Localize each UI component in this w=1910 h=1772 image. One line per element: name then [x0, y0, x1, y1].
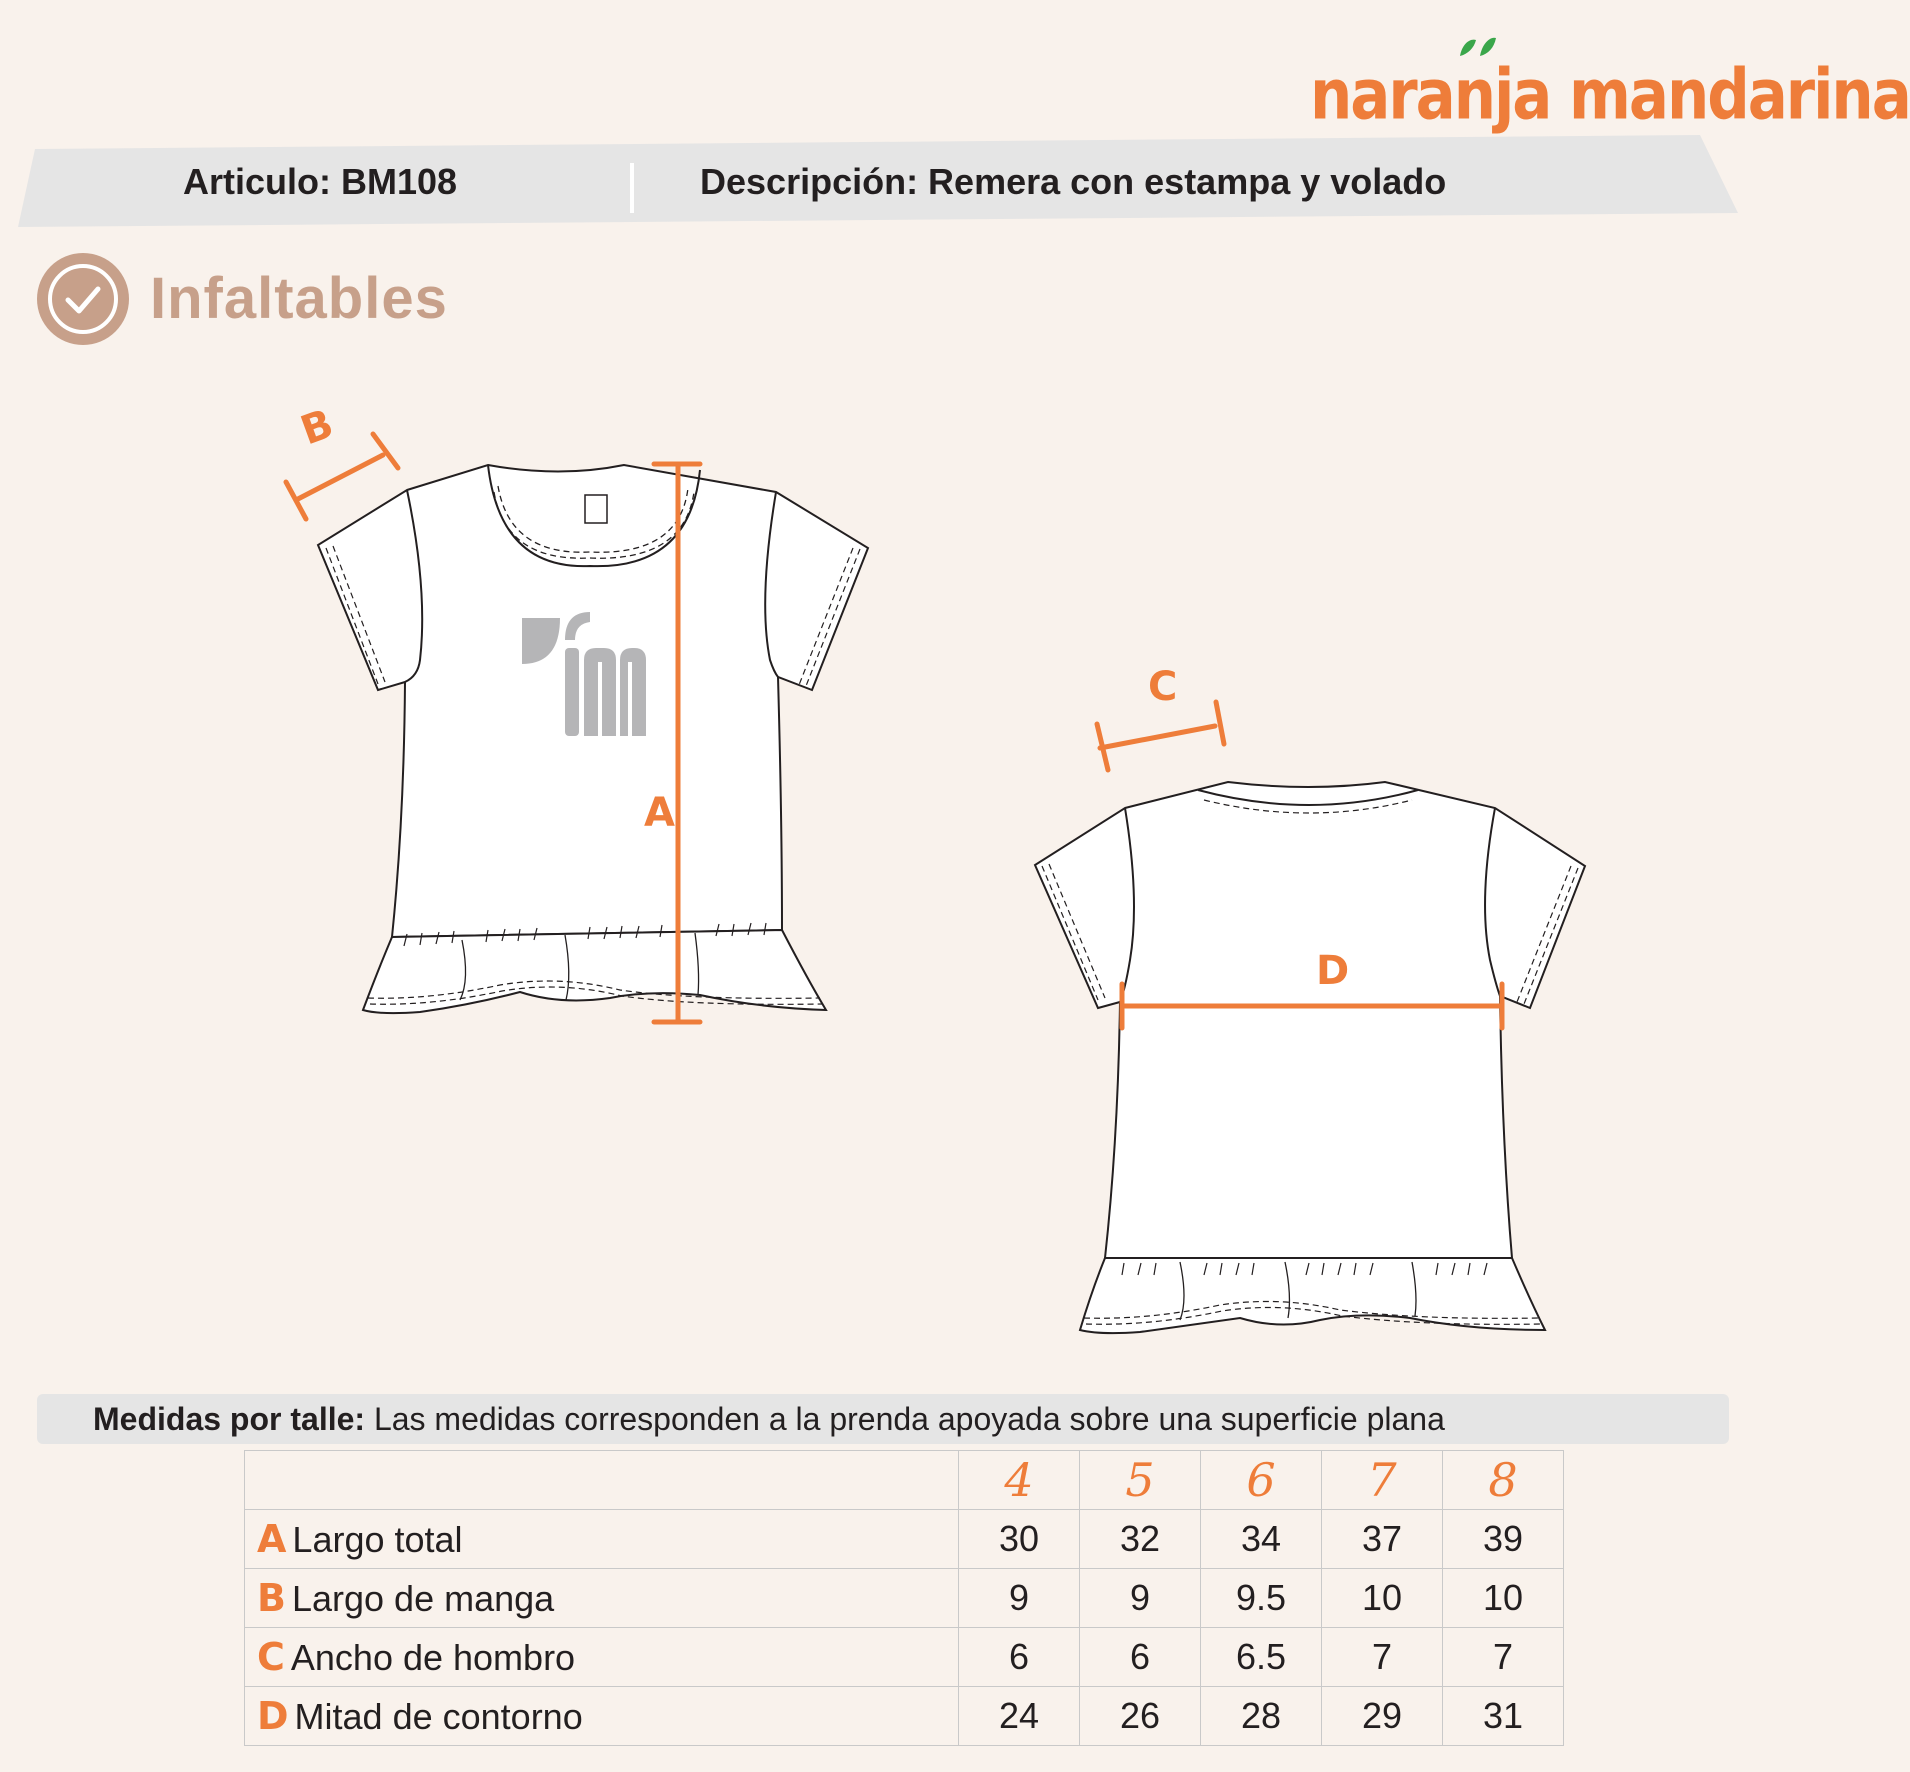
value-cell: 34	[1201, 1510, 1322, 1569]
row-letter: B	[257, 1576, 286, 1620]
table-row	[245, 1628, 1564, 1687]
value-cell: 9.5	[1201, 1569, 1322, 1628]
value-cell: 9	[1080, 1569, 1201, 1628]
size-note-title: Medidas por talle:	[93, 1401, 366, 1437]
row-label-cell	[245, 1687, 959, 1746]
measure-b-label: B	[294, 400, 340, 455]
leaf-icon	[1458, 34, 1498, 60]
size-header-cell: 4	[959, 1451, 1080, 1510]
size-note-text: Las medidas corresponden a la prenda apoyada sobre una superficie plana	[365, 1401, 1445, 1437]
value-cell: 24	[959, 1687, 1080, 1746]
size-header-cell: 8	[1443, 1451, 1564, 1510]
row-label-cell	[245, 1628, 959, 1687]
measure-b-cap-left	[286, 482, 306, 519]
value-cell: 32	[1080, 1510, 1201, 1569]
measure-d-label: D	[1316, 948, 1350, 994]
value-cell: 6	[959, 1628, 1080, 1687]
size-note	[93, 1401, 1445, 1438]
size-header-row	[245, 1451, 1564, 1510]
front-view	[318, 465, 868, 1013]
table-row	[245, 1569, 1564, 1628]
size-table	[244, 1450, 1564, 1746]
row-letter: A	[257, 1517, 287, 1561]
row-letter: C	[257, 1635, 285, 1679]
value-cell: 37	[1322, 1510, 1443, 1569]
measure-c-line	[1100, 726, 1215, 748]
section-title: Infaltables	[150, 266, 448, 331]
value-cell: 9	[959, 1569, 1080, 1628]
description-label: Descripción: Remera con estampa y volado	[700, 161, 1447, 202]
brand-logo	[1310, 30, 1910, 136]
row-label-cell	[245, 1569, 959, 1628]
value-cell: 26	[1080, 1687, 1201, 1746]
row-label-cell	[245, 1510, 959, 1569]
value-cell: 10	[1443, 1569, 1564, 1628]
row-label: Largo total	[292, 1519, 463, 1560]
garment-diagram	[0, 380, 1772, 1360]
row-letter: D	[257, 1694, 289, 1738]
measure-c-cap-right	[1216, 702, 1224, 744]
table-row	[245, 1510, 1564, 1569]
table-corner-cell	[245, 1451, 959, 1510]
row-label: Ancho de hombro	[290, 1637, 576, 1678]
check-circle-icon	[37, 253, 129, 345]
value-cell: 6.5	[1201, 1628, 1322, 1687]
article-label: Articulo: BM108	[183, 161, 458, 202]
measure-a-label: A	[644, 790, 675, 836]
row-label: Mitad de contorno	[294, 1696, 583, 1737]
value-cell: 6	[1080, 1628, 1201, 1687]
measure-b-cap-right	[373, 434, 398, 468]
row-label: Largo de manga	[291, 1578, 555, 1619]
size-header-cell: 6	[1201, 1451, 1322, 1510]
value-cell: 30	[959, 1510, 1080, 1569]
value-cell: 31	[1443, 1687, 1564, 1746]
value-cell: 7	[1443, 1628, 1564, 1687]
size-header-cell: 7	[1322, 1451, 1443, 1510]
back-view	[1035, 782, 1585, 1333]
value-cell: 29	[1322, 1687, 1443, 1746]
brand-logo-text: naranja mandarina	[1310, 54, 1910, 136]
value-cell: 28	[1201, 1687, 1322, 1746]
size-header-cell: 5	[1080, 1451, 1201, 1510]
table-row	[245, 1687, 1564, 1746]
value-cell: 10	[1322, 1569, 1443, 1628]
value-cell: 7	[1322, 1628, 1443, 1687]
value-cell: 39	[1443, 1510, 1564, 1569]
measure-c-label: C	[1148, 664, 1178, 710]
measure-b-line	[296, 455, 383, 500]
